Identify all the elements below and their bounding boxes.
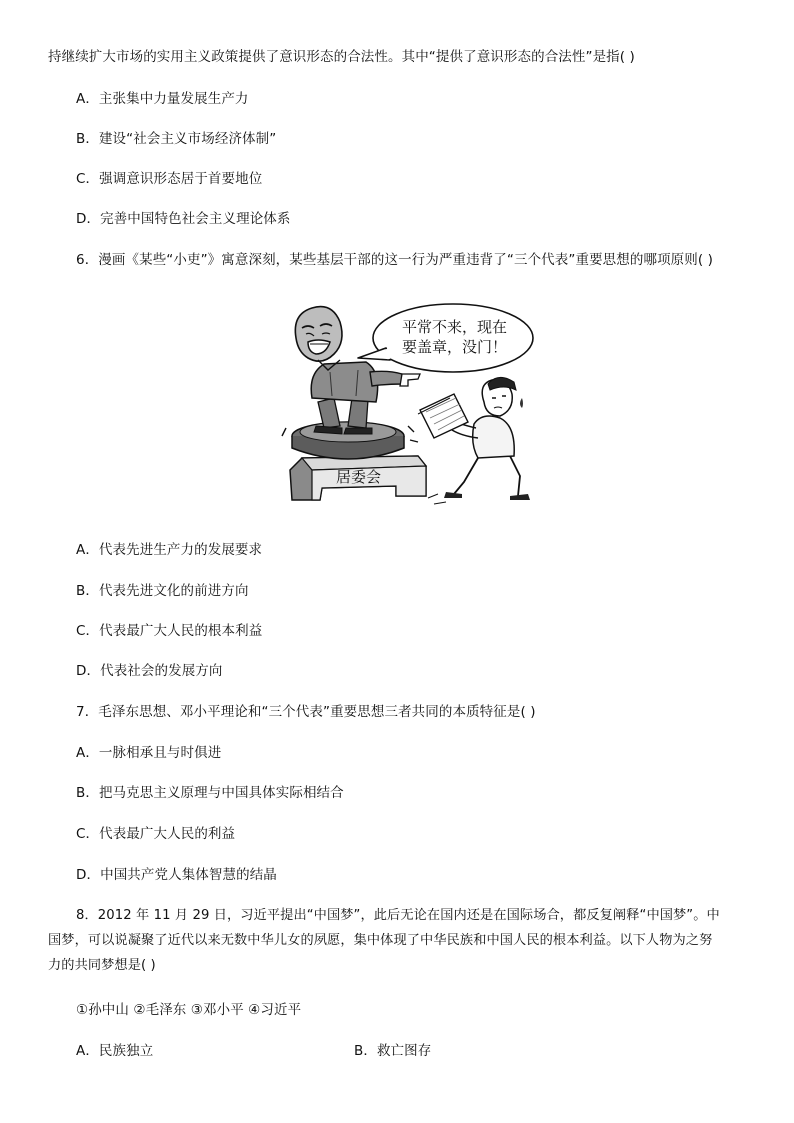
q7-option-c: C．代表最广大人民的利益 xyxy=(76,826,236,842)
cartoon-illustration xyxy=(278,298,536,508)
q5-option-c: C．强调意识形态居于首要地位 xyxy=(76,171,263,187)
q7-option-a: A．一脉相承且与时俱进 xyxy=(76,745,222,761)
q6-stem: 6．漫画《某些“小吏”》寓意深刻，某些基层干部的这一行为严重违背了“三个代表”重要思想的哪项原则( ) xyxy=(76,252,713,268)
plinth-block xyxy=(290,456,426,500)
q5-option-b: B．建设“社会主义市场经济体制” xyxy=(76,131,277,147)
q5-option-d: D．完善中国特色社会主义理论体系 xyxy=(76,211,291,227)
citizen-figure xyxy=(418,377,530,504)
q6-option-b: B．代表先进文化的前进方向 xyxy=(76,583,249,599)
plinth-label: 居委会 xyxy=(336,468,382,486)
q6-option-c: C．代表最广大人民的根本利益 xyxy=(76,623,263,639)
q6-option-a: A．代表先进生产力的发展要求 xyxy=(76,542,263,558)
q7-option-d: D．中国共产党人集体智慧的结晶 xyxy=(76,867,277,883)
q8-stem-line1: 8．2012 年 11 月 29 日，习近平提出“中国梦”，此后无论在国内还是在国际场合，都反复阐释“中国梦”。中 xyxy=(76,908,720,923)
bubble-text-line2: 要盖章，没门！ xyxy=(402,338,508,356)
q7-stem: 7．毛泽东思想、邓小平理论和“三个代表”重要思想三者共同的本质特征是( ) xyxy=(76,704,536,720)
bubble-text-line1: 平常不来，现在 xyxy=(402,318,508,336)
q8-persons-list: ①孙中山 ②毛泽东 ③邓小平 ④习近平 xyxy=(76,1002,302,1018)
q8-stem-line3: 力的共同梦想是( ) xyxy=(48,958,156,973)
speech-bubble xyxy=(358,304,533,372)
q7-option-b: B．把马克思主义原理与中国具体实际相结合 xyxy=(76,785,344,801)
q5-option-a: A．主张集中力量发展生产力 xyxy=(76,91,249,107)
q8-option-b: B．救亡图存 xyxy=(354,1043,432,1059)
q6-option-d: D．代表社会的发展方向 xyxy=(76,663,223,679)
q8-stem-line2: 国梦，可以说凝聚了近代以来无数中华儿女的夙愿，集中体现了中华民族和中国人民的根本利益。以下人物为之努 xyxy=(48,933,713,948)
q5-stem-tail: 持继续扩大市场的实用主义政策提供了意识形态的合法性。其中“提供了意识形态的合法性”是指( ) xyxy=(48,49,635,65)
q8-option-a: A．民族独立 xyxy=(76,1043,154,1059)
